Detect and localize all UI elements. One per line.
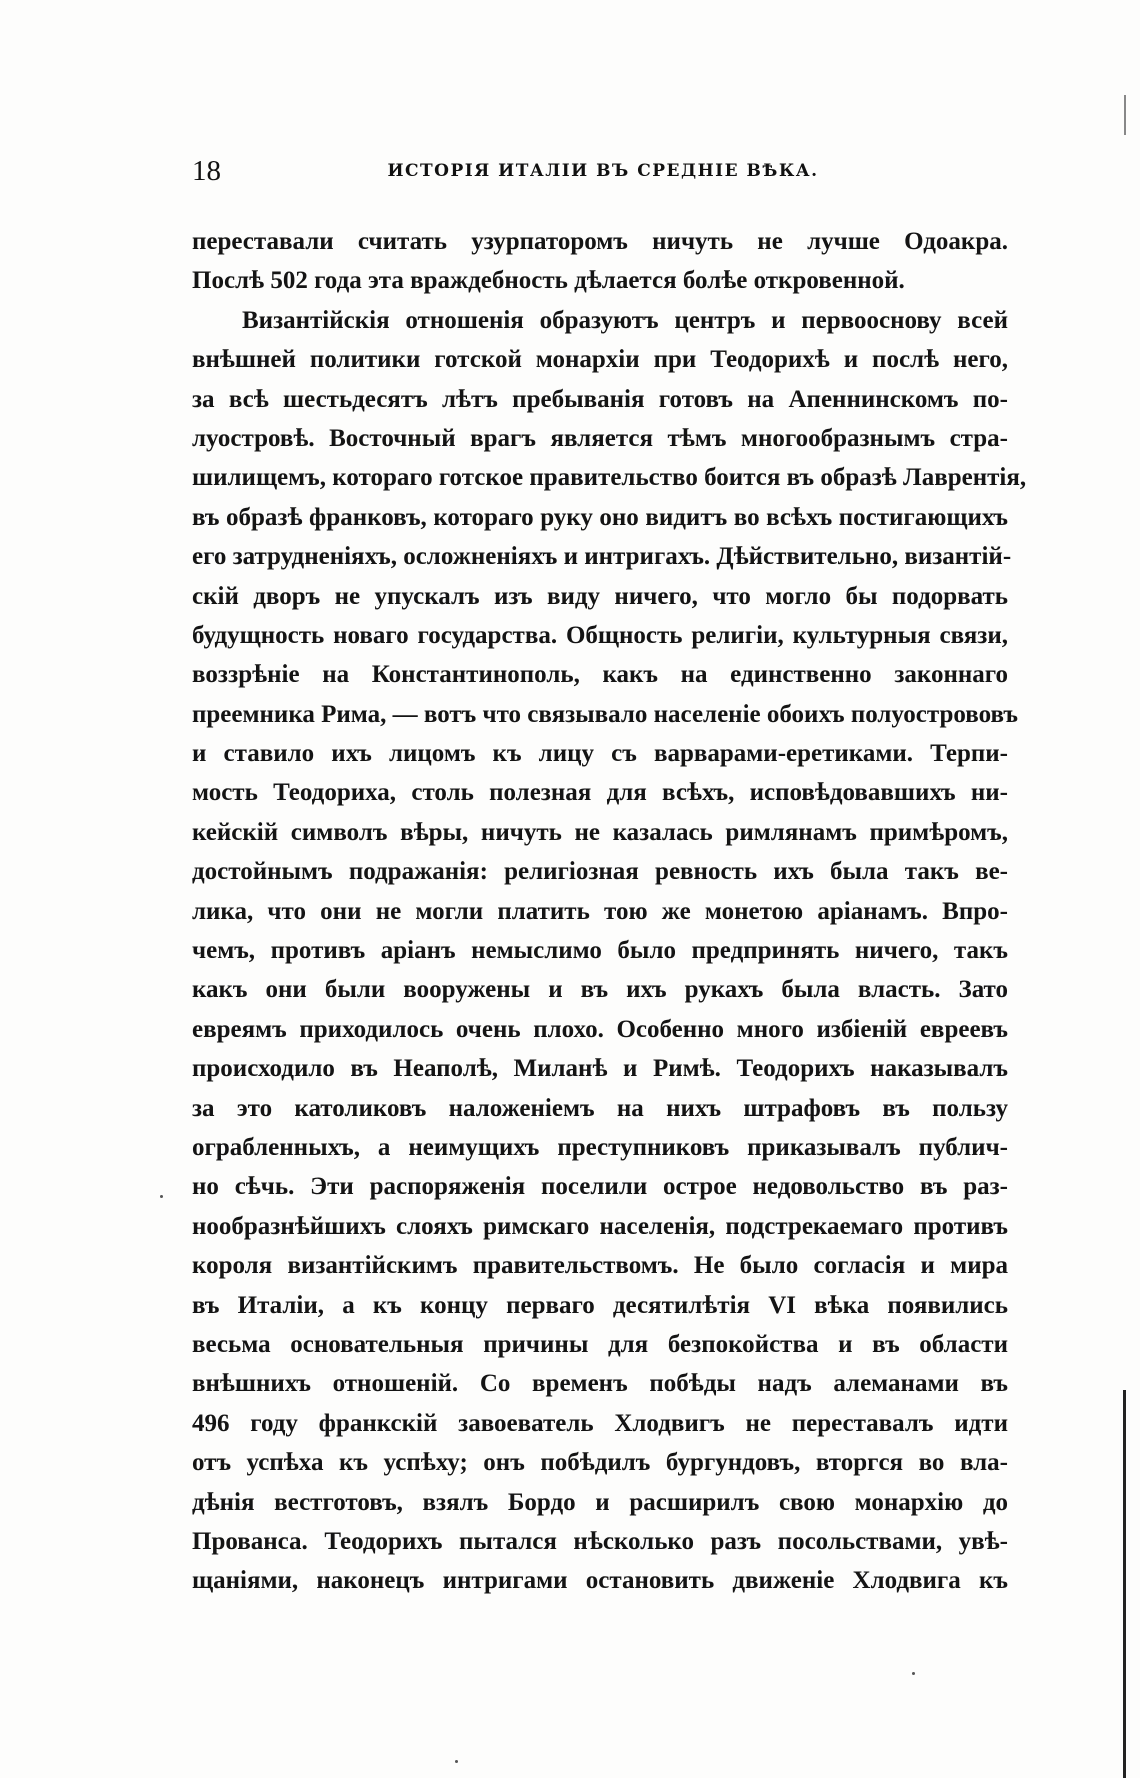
running-title: ИСТОРІЯ ИТАЛІИ ВЪ СРЕДНІЕ ВѢКА. (387, 161, 819, 181)
text-line: лика, что они не могли платить тою же монетою аріанамъ. Впро- (192, 897, 1008, 925)
text-line: какъ они были вооружены и въ ихъ рукахъ была власть. Зато (192, 976, 1008, 1004)
text-line: воззрѣніе на Константинополь, какъ на единственно законнаго (192, 661, 1008, 689)
text-line: въ образѣ франковъ, котораго руку оно видитъ во всѣхъ постигающихъ (192, 503, 1008, 531)
binding-edge-line (1123, 1390, 1126, 1778)
text-line: ограбленныхъ, а неимущихъ преступниковъ приказывалъ публич- (192, 1133, 1008, 1161)
text-line: луостровѣ. Восточный врагъ является тѣмъ многообразнымъ стра- (192, 424, 1008, 452)
body-text (192, 222, 1027, 1601)
text-line: евреямъ приходилось очень плохо. Особенно много избіеній евреевъ (192, 1015, 1008, 1043)
text-line: будущность новаго государства. Общность религіи, культурныя связи, (192, 621, 1008, 649)
text-line: щаніями, наконецъ интригами остановить движеніе Хлодвига къ (192, 1567, 1008, 1595)
text-line: Послѣ 502 года эта враждебность дѣлается болѣе откровенной. (192, 267, 905, 295)
text-line: за всѣ шестьдесятъ лѣтъ пребыванія готовъ на Апеннинскомъ по- (192, 385, 1008, 413)
text-line: за это католиковъ наложеніемъ на нихъ штрафовъ въ пользу (192, 1094, 1008, 1122)
page-header (192, 155, 1014, 191)
text-line: происходило въ Неаполѣ, Миланѣ и Римѣ. Теодорихъ наказывалъ (192, 1055, 1008, 1083)
text-line: его затрудненіяхъ, осложненіяхъ и интригахъ. Дѣйствительно, византій- (192, 543, 1012, 571)
text-line: переставали считать узурпаторомъ ничуть не лучше Одоакра. (192, 228, 1008, 255)
binding-edge-line (1124, 95, 1126, 135)
text-line: Прованса. Теодорихъ пытался нѣсколько разъ посольствами, увѣ- (192, 1527, 1008, 1555)
text-line: преемника Рима, — вотъ что связывало населеніе обоихъ полуострововъ (192, 700, 1018, 728)
text-line: въ Италіи, а къ концу перваго десятилѣтія VI вѣка появились (192, 1291, 1008, 1319)
page-number: 18 (192, 155, 221, 187)
text-line: Византійскія отношенія образуютъ центръ и первооснову всей (242, 306, 1008, 334)
text-line: мость Теодориха, столь полезная для всѣхъ, исповѣдовавшихъ ни- (192, 779, 1008, 807)
scan-speck (160, 1195, 163, 1198)
text-line: внѣшней политики готской монархіи при Теодорихѣ и послѣ него, (192, 346, 1008, 374)
text-line: короля византійскимъ правительствомъ. Не было согласія и мира (192, 1252, 1008, 1280)
text-line: шилищемъ, котораго готское правительство боится въ образѣ Лаврентія, (192, 464, 1027, 492)
text-line: весьма основательныя причины для безпокойства и въ области (192, 1330, 1008, 1358)
text-line: но сѣчь. Эти распоряженія поселили острое недовольство въ раз- (192, 1173, 1008, 1201)
text-line: чемъ, противъ аріанъ немыслимо было предпринять ничего, такъ (192, 937, 1008, 965)
text-line: отъ успѣха къ успѣху; онъ побѣдилъ бургундовъ, вторгся во вла- (192, 1449, 1008, 1477)
text-line: дѣнія вестготовъ, взялъ Бордо и расширилъ свою монархію до (192, 1488, 1008, 1516)
scan-speck (912, 1672, 915, 1675)
scan-speck (455, 1760, 458, 1763)
text-line: скій дворъ не упускалъ изъ виду ничего, что могло бы подорвать (192, 582, 1008, 610)
text-line: внѣшнихъ отношеній. Со временъ побѣды надъ алеманами въ (192, 1370, 1008, 1398)
text-line: кейскій символъ вѣры, ничуть не казалась римлянамъ примѣромъ, (192, 818, 1008, 846)
text-line: достойнымъ подражанія: религіозная ревность ихъ была такъ ве- (192, 858, 1008, 886)
text-line: нообразнѣйшихъ слояхъ римскаго населенія, подстрекаемаго противъ (192, 1212, 1008, 1240)
text-line: 496 году франкскій завоеватель Хлодвигъ не переставалъ идти (192, 1409, 1008, 1437)
text-line: и ставило ихъ лицомъ къ лицу съ варварами-еретиками. Терпи- (192, 740, 1008, 768)
